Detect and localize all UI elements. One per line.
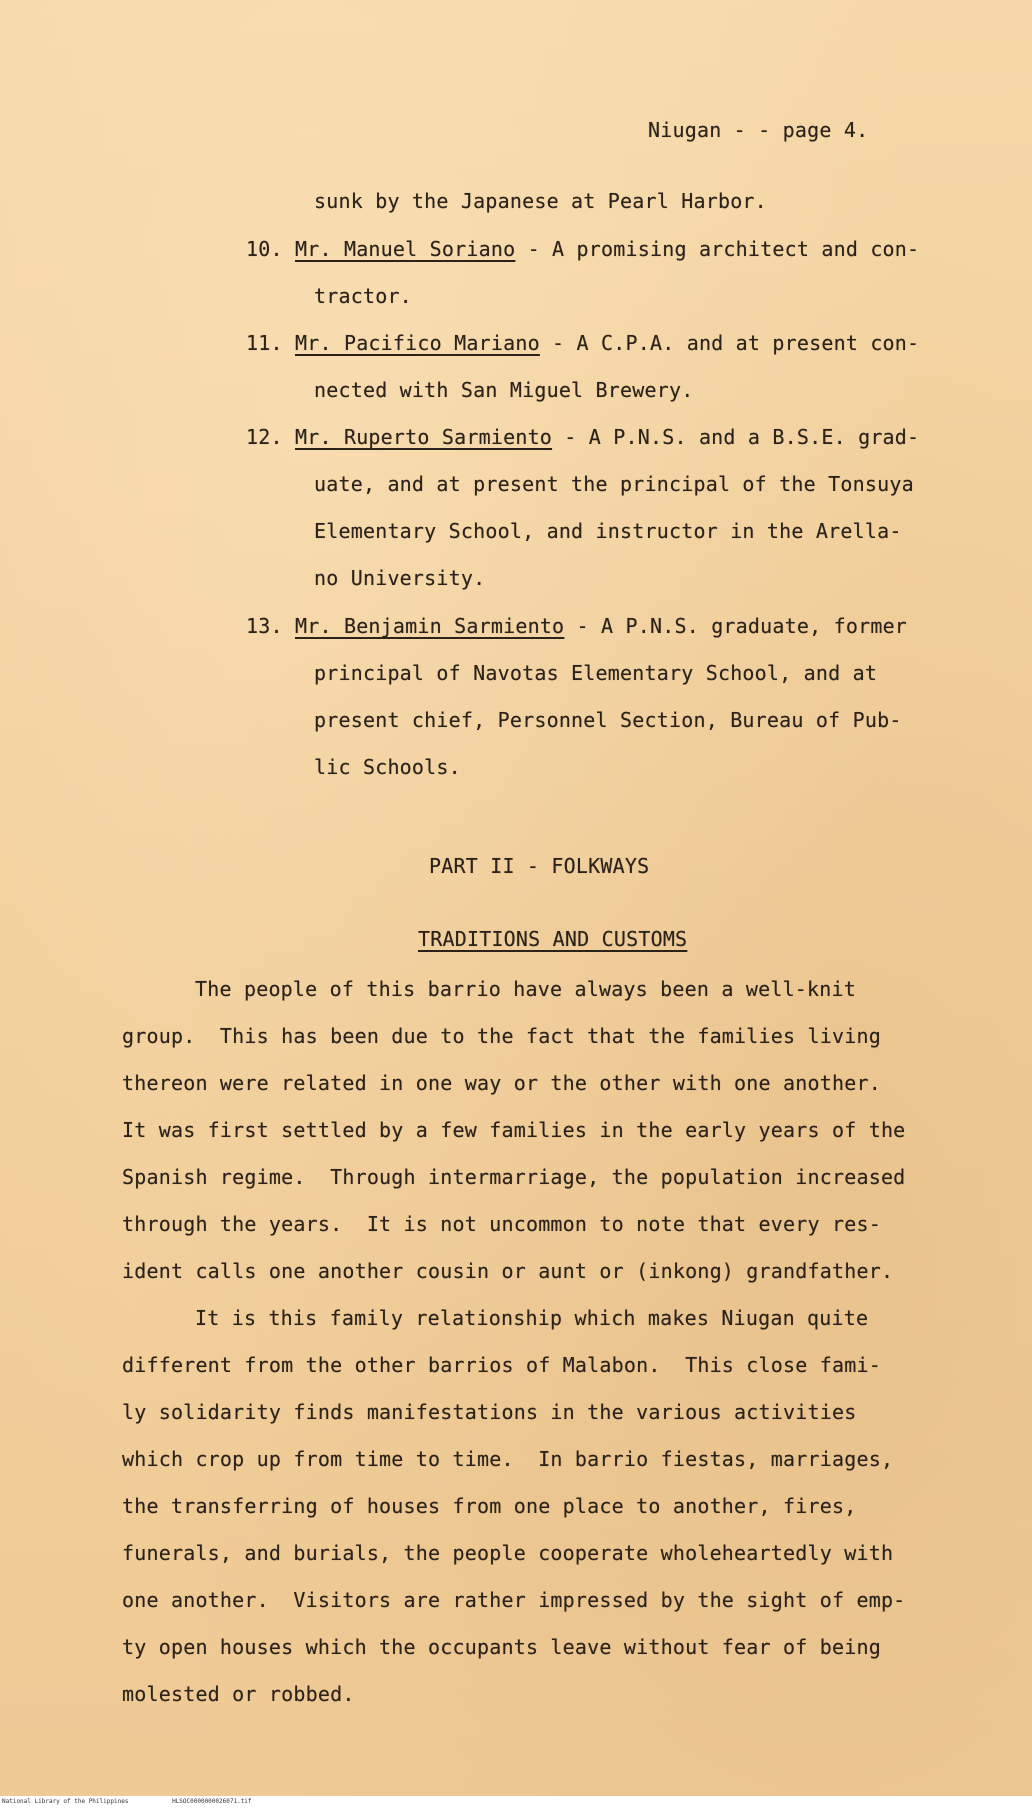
- list-item-13-continuation: principal of Navotas Elementary School, and at: [314, 661, 878, 685]
- item-number: 10.: [246, 237, 283, 261]
- item-number: 12.: [246, 425, 283, 449]
- page-header: Niugan - - page 4.: [648, 118, 869, 142]
- item-number: 11.: [246, 331, 283, 355]
- list-item-13: [246, 614, 907, 638]
- person-name: Mr. Manuel Soriano: [294, 237, 516, 261]
- paragraph-1-line-2: group. This has been due to the fact that the families living: [122, 1024, 881, 1048]
- person-name: Mr. Benjamin Sarmiento: [294, 614, 565, 638]
- scan-footer: [0, 1796, 1032, 1808]
- paragraph-1-line-1: The people of this barrio have always been a well-knit: [195, 977, 857, 1001]
- list-item-10-continuation: tractor.: [314, 284, 412, 308]
- list-item-12-continuation: uate, and at present the principal of the Tonsuya: [314, 472, 914, 496]
- person-name: Mr. Ruperto Sarmiento: [294, 425, 553, 449]
- paragraph-1-line-5: Spanish regime. Through intermarriage, the population increased: [122, 1165, 906, 1189]
- item-number: 13.: [246, 614, 283, 638]
- paragraph-2-line-8: ty open houses which the occupants leave without fear of being: [122, 1635, 881, 1659]
- list-item-13-continuation: lic Schools.: [314, 755, 461, 779]
- file-id: HLSOC0000000026071.tif: [172, 1798, 252, 1805]
- item-description: - A C.P.A. and at present con-: [539, 331, 920, 355]
- list-item-11: [246, 331, 919, 355]
- paragraph-1-line-7: ident calls one another cousin or aunt or (inkong) grandfather.: [122, 1259, 894, 1283]
- part-heading: PART II - FOLKWAYS: [429, 854, 650, 878]
- paragraph-1-line-4: It was first settled by a few families in the early years of the: [122, 1118, 906, 1142]
- item-description: - A promising architect and con-: [515, 237, 920, 261]
- list-item-12: [246, 425, 919, 449]
- paragraph-2-line-3: ly solidarity finds manifestations in the various activities: [122, 1400, 857, 1424]
- list-item-12-continuation: no University.: [314, 566, 486, 590]
- archive-label: National Library of the Philippines: [2, 1798, 129, 1805]
- list-item-11-continuation: nected with San Miguel Brewery.: [314, 378, 694, 402]
- paragraph-1-line-6: through the years. It is not uncommon to note that every res-: [122, 1212, 881, 1236]
- paragraph-2-line-9: molested or robbed.: [122, 1682, 355, 1706]
- list-item-12-continuation: Elementary School, and instructor in the Arella-: [314, 519, 902, 543]
- person-name: Mr. Pacifico Mariano: [294, 331, 540, 355]
- paragraph-2-line-4: which crop up from time to time. In barrio fiestas, marriages,: [122, 1447, 894, 1471]
- list-item-10: [246, 237, 919, 261]
- paragraph-2-line-1: It is this family relationship which makes Niugan quite: [195, 1306, 869, 1330]
- paragraph-1-line-3: thereon were related in one way or the other with one another.: [122, 1071, 881, 1095]
- paragraph-2-line-2: different from the other barrios of Malabon. This close fami-: [122, 1353, 881, 1377]
- paragraph-2-line-7: one another. Visitors are rather impressed by the sight of emp-: [122, 1588, 906, 1612]
- item-description: - A P.N.S. and a B.S.E. grad-: [552, 425, 920, 449]
- item-description: - A P.N.S. graduate, former: [564, 614, 908, 638]
- section-heading: TRADITIONS AND CUSTOMS: [418, 927, 688, 951]
- continuation-line: sunk by the Japanese at Pearl Harbor.: [314, 189, 767, 213]
- paragraph-2-line-6: funerals, and burials, the people cooperate wholeheartedly with: [122, 1541, 894, 1565]
- paragraph-2-line-5: the transferring of houses from one place to another, fires,: [122, 1494, 857, 1518]
- list-item-13-continuation: present chief, Personnel Section, Bureau of Pub-: [314, 708, 902, 732]
